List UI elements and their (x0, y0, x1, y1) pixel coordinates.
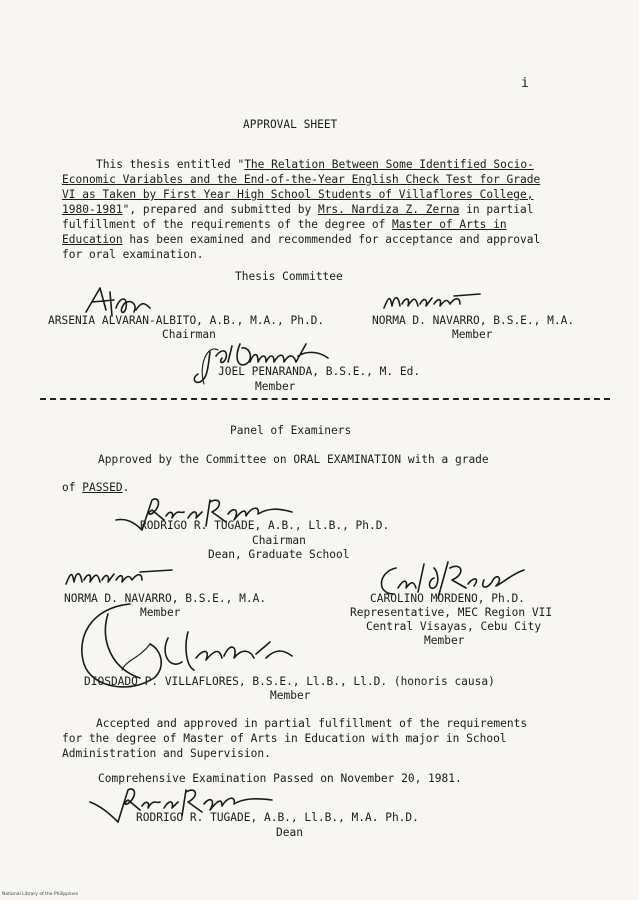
intro-tail2: has been examined and recommended for acceptance and approval for oral examination. (62, 233, 541, 261)
comprehensive-line: Comprehensive Examination Passed on November 20, 1981. (98, 772, 462, 785)
acceptance-paragraph: Accepted and approved in partial fulfillment of the requirements for the degree of Master of Arts in Education with major in School Administration and Supervision. (62, 717, 528, 760)
committee-member1-role: Member (452, 328, 493, 341)
committee-member2-name: JOEL PENARANDA, B.S.E., M. Ed. (218, 365, 421, 378)
page-number: i (521, 76, 529, 91)
section-divider (40, 398, 610, 400)
committee-member1-name: NORMA D. NAVARRO, B.S.E., M.A. (372, 314, 575, 327)
intro-lead: This thesis entitled " (96, 158, 245, 171)
intro-tail1: in partial fulfillment of the requirements of the degree of (62, 203, 534, 231)
committee-chairman-name: ARSENIA ALVARAN-ALBITO, A.B., M.A., Ph.D. (48, 314, 325, 327)
panel-member3-name: DIOSDADO P. VILLAFLORES, B.S.E., Ll.B., Ll.D. (honoris causa) (84, 675, 495, 688)
signature-navarro-panel (62, 564, 182, 590)
panel-heading: Panel of Examiners (230, 424, 352, 437)
panel-member2-role3: Member (424, 634, 465, 647)
footer-text: National Library of the Philippines (2, 892, 79, 897)
intro-paragraph (62, 157, 550, 262)
committee-heading: Thesis Committee (235, 270, 343, 283)
degree-name: Master of Arts in Education (62, 218, 507, 246)
document-title: APPROVAL SHEET (243, 118, 338, 131)
grade-prefix: of (62, 481, 83, 494)
panel-member1-role: Member (140, 606, 181, 619)
panel-chairman-role: Chairman (252, 534, 306, 547)
signature-navarro-committee (380, 288, 490, 314)
grade-value: PASSED (82, 481, 123, 494)
intro-mid: ", prepared and submitted by (122, 203, 318, 216)
committee-chairman-role: Chairman (162, 328, 216, 341)
panel-member2-role2: Central Visayas, Cebu City (366, 620, 542, 633)
panel-member2-name: CAROLINO MORDENO, Ph.D. (370, 592, 525, 605)
grade-period: . (122, 481, 130, 494)
dean-role: Dean (276, 826, 303, 839)
author-name: Mrs. Nardiza Z. Zerna (317, 203, 460, 216)
panel-member3-role: Member (270, 689, 311, 702)
panel-chairman-name: RODRIGO R. TUGADE, A.B., Ll.B., Ph.D. (140, 519, 390, 532)
thesis-title: The Relation Between Some Identified Socio-Economic Variables and the End-of-the-Year English Check Test for Grade VI as Taken by First Year High School Students of Villaflores College, 1980-1981 (62, 158, 541, 216)
committee-member2-role: Member (255, 380, 296, 393)
panel-chairman-role2: Dean, Graduate School (208, 548, 350, 561)
dean-name: RODRIGO R. TUGADE, A.B., Ll.B., M.A. Ph.D. (136, 811, 419, 824)
panel-member1-name: NORMA D. NAVARRO, B.S.E., M.A. (64, 592, 267, 605)
panel-approved-line: Approved by the Committee on ORAL EXAMINATION with a grade (98, 453, 489, 466)
panel-member2-role1: Representative, MEC Region VII (350, 606, 553, 619)
